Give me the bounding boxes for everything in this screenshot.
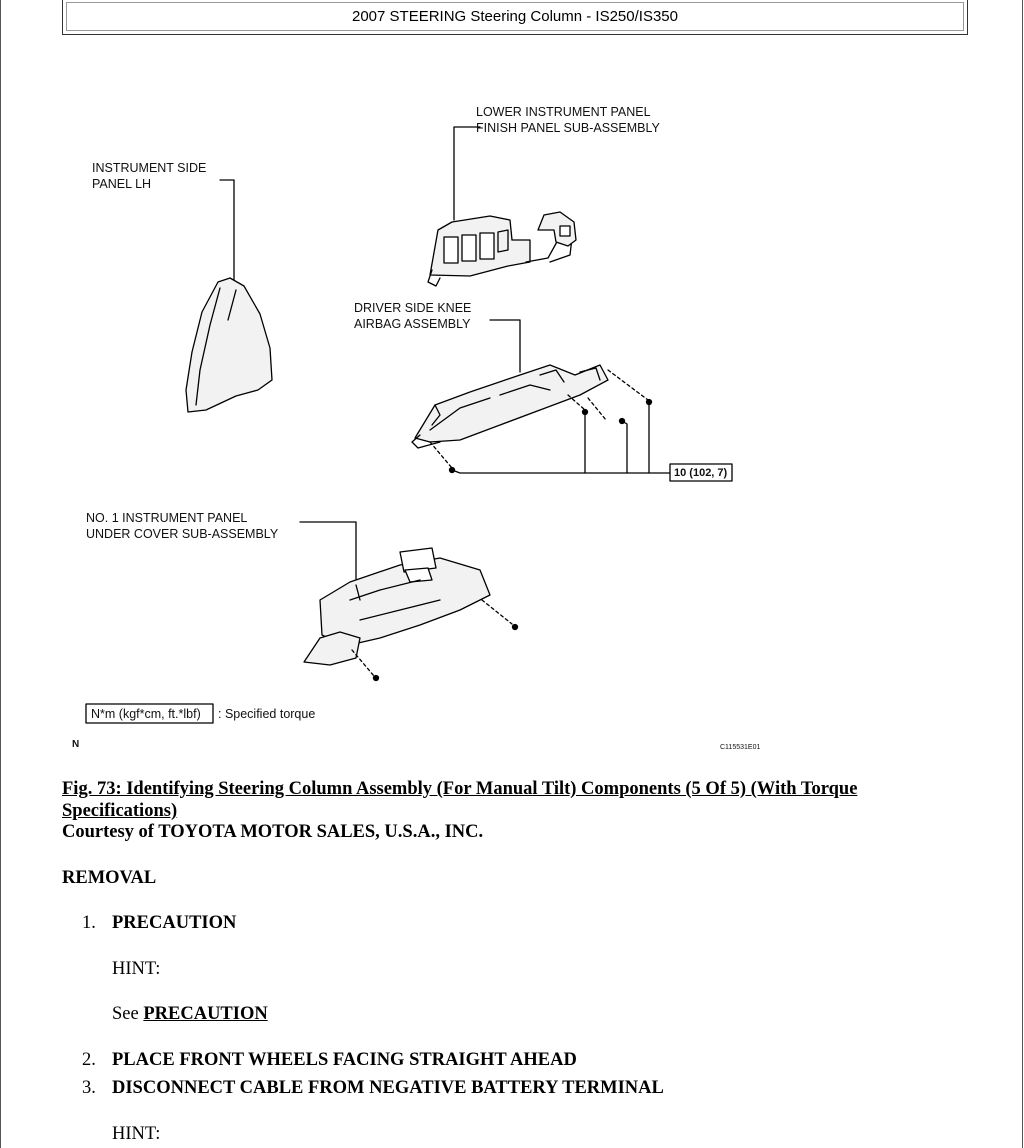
lower-finish-panel-part — [428, 212, 576, 286]
hint-label: HINT: — [112, 959, 161, 979]
precaution-link[interactable]: PRECAUTION — [143, 1004, 268, 1024]
corner-mark: N — [72, 739, 80, 750]
figure-code: C115531E01 — [720, 744, 761, 751]
page-edge — [1022, 0, 1023, 1148]
section-heading: REMOVAL — [62, 868, 157, 888]
leader-line — [622, 421, 627, 473]
leader-line — [454, 127, 480, 220]
leader-line — [490, 320, 520, 372]
page-edge — [0, 0, 1, 1148]
under-cover-part — [304, 548, 490, 665]
step-number: 2. — [82, 1050, 96, 1070]
step-item — [82, 1050, 577, 1071]
label-lower-finish-panel: LOWER INSTRUMENT PANEL FINISH PANEL SUB-ASSEMBLY — [476, 105, 660, 135]
step-number: 3. — [82, 1078, 96, 1098]
legend-unit: N*m (kgf*cm, ft.*lbf) — [91, 707, 201, 721]
see-reference — [112, 1004, 268, 1025]
step-item — [82, 1078, 664, 1099]
document-title: 2007 STEERING Steering Column - IS250/IS350 — [66, 2, 964, 31]
leader-line — [300, 522, 356, 582]
document-header — [62, 0, 968, 35]
step-item — [82, 913, 236, 934]
knee-airbag-part — [412, 365, 608, 448]
see-prefix: See — [112, 1004, 144, 1024]
hint-label: HINT: — [112, 1124, 161, 1144]
label-under-cover: NO. 1 INSTRUMENT PANEL UNDER COVER SUB-ASSEMBLY — [86, 511, 279, 541]
step-number: 1. — [82, 913, 96, 933]
label-side-panel: INSTRUMENT SIDE PANEL LH — [92, 161, 207, 191]
step-title: PLACE FRONT WHEELS FACING STRAIGHT AHEAD — [112, 1050, 577, 1070]
leader-line — [220, 180, 234, 285]
label-knee-airbag: DRIVER SIDE KNEE AIRBAG ASSEMBLY — [354, 301, 472, 331]
side-panel-part — [186, 278, 272, 412]
figure-caption: Fig. 73: Identifying Steering Column Assembly (For Manual Tilt) Components (5 Of 5) (With Torque Specifications) — [62, 779, 858, 821]
courtesy-line: Courtesy of TOYOTA MOTOR SALES, U.S.A., INC. — [62, 822, 484, 842]
leader-line — [452, 470, 585, 473]
component-diagram — [60, 90, 790, 755]
label-torque-value: 10 (102, 7) — [674, 467, 728, 479]
step-title: PRECAUTION — [112, 913, 237, 933]
legend-text: : Specified torque — [218, 707, 316, 721]
step-title: DISCONNECT CABLE FROM NEGATIVE BATTERY TERMINAL — [112, 1078, 664, 1098]
